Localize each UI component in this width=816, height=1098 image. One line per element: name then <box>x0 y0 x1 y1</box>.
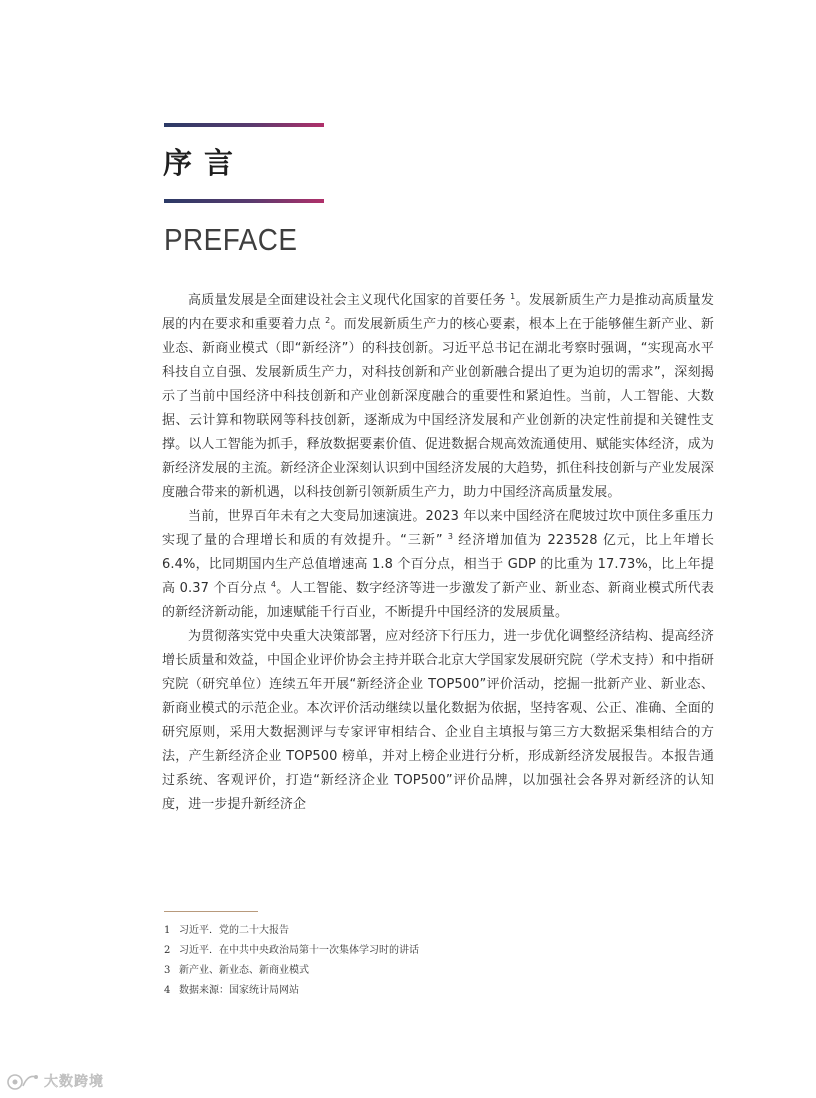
paragraph-text: 当前，世界百年未有之大变局加速演进。2023 年以来中国经济在爬坡过坎中顶住多重压力实现了量的合理增长和质的有效提升。“三新” <box>162 509 714 548</box>
paragraph-text: 为贯彻落实党中央重大决策部署，应对经济下行压力，进一步优化调整经济结构、提高经济增长质量和效益，中国企业评价协会主持并联合北京大学国家发展研究院（学术支持）和中指研究院（研究单位）连续五年开展“新经济企业 TOP500”评价活动，挖掘一批新产业、新业态、新商业模式的示范企业。本次评价活动继续以量化数据为依据，坚持客观、公正、准确、全面的研究原则，采用大数据测评与专家评审相结合、企业自主填报与第三方大数据采集相结合的方法，产生新经济企业 TOP500 榜单，并对上榜企业进行分析，形成新经济发展报告。本报告通过系统、客观评价，打造“新经济企业 TOP500”评价品牌，以加强社会各界对新经济的认知度，进一步提升新经济企 <box>162 629 714 812</box>
watermark <box>6 1070 104 1092</box>
footnote-reference[interactable]: 1 <box>510 292 516 301</box>
watermark-text: 大数跨境 <box>44 1074 104 1090</box>
footnote-reference[interactable]: 3 <box>447 532 454 541</box>
footnote-number: 4 <box>164 985 171 996</box>
body-paragraph <box>162 505 714 625</box>
footnote-number: 2 <box>164 945 171 956</box>
footnote-reference[interactable]: 4 <box>270 580 277 589</box>
footnote-item <box>164 921 664 941</box>
body-paragraph <box>162 289 714 505</box>
title-bottom-rule <box>164 199 324 203</box>
footnote-text: 习近平．在中共中央政治局第十一次集体学习时的讲话 <box>179 945 419 956</box>
footnote-item <box>164 961 664 981</box>
paragraph-text: 。人工智能、数字经济等进一步激发了新产业、新业态、新商业模式所代表的新经济新动能，加速赋能千行百业，不断提升中国经济的发展质量。 <box>162 581 714 620</box>
footnote-item <box>164 981 664 1001</box>
footnote-list <box>164 921 664 1001</box>
paragraph-text: 经济增加值为 223528 亿元，比上年增长 6.4%，比同期国内生产总值增速高 1.8 个百分点，相当于 GDP 的比重为 17.73%，比上年提高 0.37 个百分点 <box>162 533 714 596</box>
footnote-number: 1 <box>164 925 171 936</box>
page-title: 序言 <box>163 146 246 180</box>
body-paragraph <box>162 625 714 817</box>
footnote-divider <box>164 911 258 912</box>
footnote-reference[interactable]: 2 <box>325 316 331 325</box>
preface-body <box>162 289 714 817</box>
footnote-text: 新产业、新业态、新商业模式 <box>179 965 309 976</box>
title-top-rule <box>164 123 324 127</box>
footnote-text: 习近平．党的二十大报告 <box>179 925 289 936</box>
logo-icon <box>6 1071 40 1091</box>
footnote-item <box>164 941 664 961</box>
paragraph-text: 高质量发展是全面建设社会主义现代化国家的首要任务 <box>188 293 511 308</box>
page-title-english: PREFACE <box>164 222 298 257</box>
paragraph-text: 。而发展新质生产力的核心要素，根本上在于能够催生新产业、新业态、新商业模式（即“新经济”）的科技创新。习近平总书记在湖北考察时强调，“实现高水平科技自立自强、发展新质生产力，对科技创新和产业创新融合提出了更为迫切的需求”，深刻揭示了当前中国经济中科技创新和产业创新深度融合的重要性和紧迫性。当前，人工智能、大数据、云计算和物联网等科技创新，逐渐成为中国经济发展和产业创新的决定性前提和关键性支撑。以人工智能为抓手，释放数据要素价值、促进数据合规高效流通使用、赋能实体经济，成为新经济发展的主流。新经济企业深刻认识到中国经济发展的大趋势，抓住科技创新与产业发展深度融合带来的新机遇，以科技创新引领新质生产力，助力中国经济高质量发展。 <box>162 317 714 500</box>
footnote-number: 3 <box>164 965 171 976</box>
paragraph-text: 。发展新质生产力是推动高质量发展的内在要求和重要着力点 <box>162 293 714 332</box>
footnote-text: 数据来源：国家统计局网站 <box>179 985 299 996</box>
